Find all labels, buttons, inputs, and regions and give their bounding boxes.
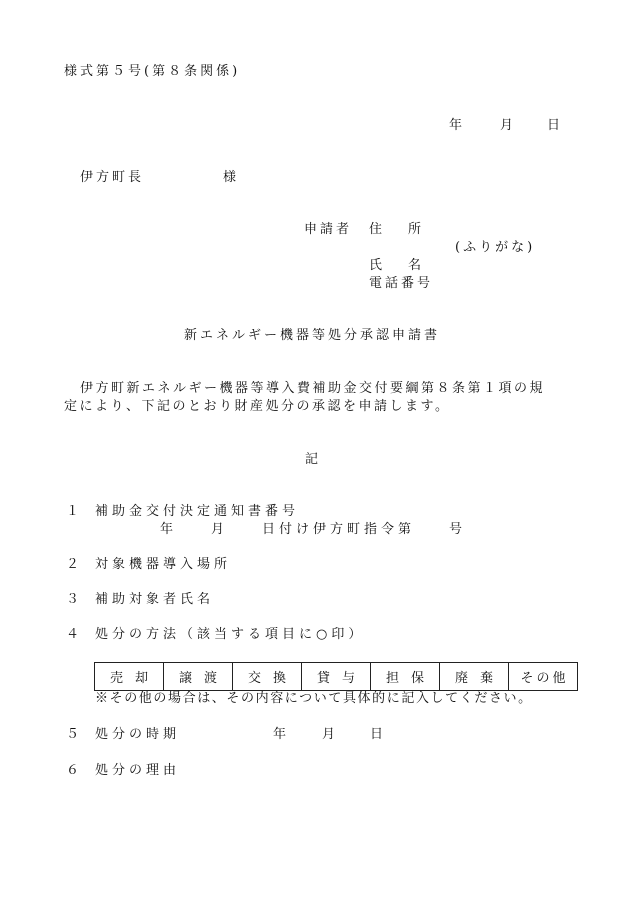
- form-number: 様式第５号(第８条関係): [64, 64, 241, 79]
- date-day: 日: [547, 118, 561, 133]
- addressee-name: 伊方町長: [80, 170, 145, 185]
- item-5-day: 日: [370, 727, 384, 742]
- method-cell-collateral[interactable]: 担保: [371, 663, 440, 691]
- addressee-honorific: 様: [223, 170, 237, 185]
- item-number: ５: [66, 727, 80, 742]
- disposal-methods-table: [94, 662, 578, 691]
- method-cell-other[interactable]: その他: [509, 663, 578, 691]
- item-number: ４: [66, 627, 80, 642]
- method-cell-lending[interactable]: 貸与: [302, 663, 371, 691]
- method-cell-sale[interactable]: 売却: [95, 663, 164, 691]
- item-5-year: 年: [273, 727, 287, 742]
- method-cell-transfer[interactable]: 譲渡: [164, 663, 233, 691]
- body-line-2: 定により、下記のとおり財産処分の承認を申請します。: [64, 399, 451, 414]
- item-number: ６: [66, 763, 80, 778]
- name-label: 氏 名: [369, 258, 422, 273]
- item-label: 対象機器導入場所: [95, 557, 232, 572]
- item-label: 処分の理由: [95, 763, 181, 778]
- date-month: 月: [500, 118, 514, 133]
- methods-note: ※その他の場合は、その内容について具体的に記入してください。: [95, 691, 533, 706]
- item-number: １: [66, 504, 80, 519]
- body-line-1: 伊方町新エネルギー機器等導入費補助金交付要綱第８条第１項の規: [80, 381, 546, 396]
- applicant-label: 申請者: [304, 222, 353, 237]
- method-cell-disposal[interactable]: 廃棄: [440, 663, 509, 691]
- date-year: 年: [449, 118, 463, 133]
- furigana-label: (ふりがな): [455, 240, 536, 255]
- page-title: 新エネルギー機器等処分承認申請書: [184, 328, 441, 343]
- address-label: 住 所: [369, 222, 422, 237]
- item-label: 補助対象者氏名: [95, 592, 215, 607]
- ki-heading: 記: [305, 452, 319, 467]
- phone-label: 電話番号: [369, 276, 434, 291]
- item-label: 処分の時期: [95, 727, 181, 742]
- item-label: 補助金交付決定通知書番号: [95, 504, 300, 519]
- method-cell-exchange[interactable]: 交換: [233, 663, 302, 691]
- item-number: ３: [66, 592, 80, 607]
- item-5-month: 月: [322, 727, 336, 742]
- item-number: ２: [66, 557, 80, 572]
- item-1-subline: 年 月 日付け伊方町指令第 号: [160, 522, 467, 537]
- item-label: 処分の方法（該当する項目に○印）: [95, 627, 366, 642]
